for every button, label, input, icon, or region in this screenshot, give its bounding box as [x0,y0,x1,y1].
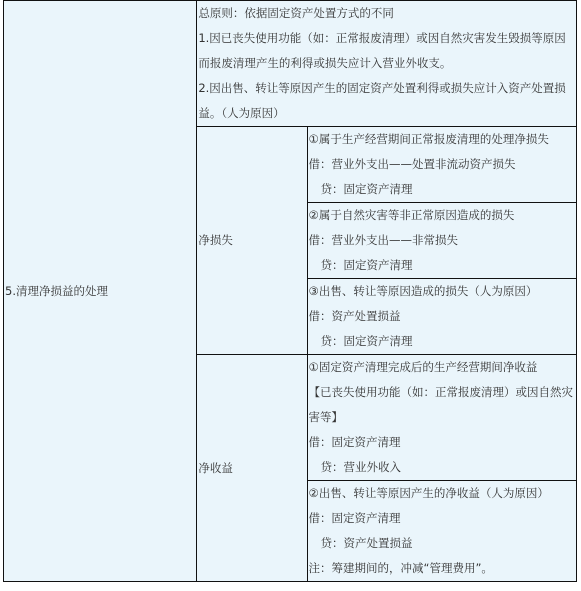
entry-title: ①属于生产经营期间正常报废清理的处理净损失 [308,132,549,146]
net-gain-label: 净收益 [198,460,233,475]
net-loss-label: 净损失 [198,233,233,247]
principle-line: 2.因出售、转让等原因产生的固定资产处置利得或损失应计入资产处置损益。（人为原因） [198,81,566,120]
net-loss-item-cell [307,279,576,355]
entry-credit: 贷：固定资产清理 [320,182,413,196]
net-gain-item-cell [307,481,576,582]
entry-debit: 借：固定资产清理 [308,511,401,525]
principle-line: 1.因已丧失使用功能（如：正常报废清理）或因自然灾害发生毁损等原因而报废清理产生的利得或损失应计入营业外收支。 [198,31,566,70]
entry-title: ①固定资产清理完成后的生产经营期间净收益 [308,360,538,374]
row-label-cell [4,1,197,582]
entry-credit: 贷：营业外收入 [320,460,402,474]
entry-remark: 注：筹建期间的，冲减“管理费用”。 [308,561,493,575]
entry-debit: 借：营业外支出——非常损失 [308,233,459,247]
net-loss-item-cell [307,203,576,279]
entry-debit: 借：资产处置损益 [308,309,401,323]
entry-title: ③出售、转让等原因造成的损失（人为原因） [308,284,538,298]
net-gain-label-cell [197,355,307,582]
entry-note: 【已丧失使用功能（如：正常报废清理）或因自然灾害等】 [308,385,574,424]
principle-row [4,1,577,127]
net-gain-item-cell [307,355,576,481]
entry-credit: 贷：资产处置损益 [320,536,413,550]
entry-debit: 借：营业外支出——处置非流动资产损失 [308,157,516,171]
net-loss-label-cell [197,127,307,355]
net-loss-item-cell [307,127,576,203]
entry-title: ②出售、转让等原因产生的净收益（人为原因） [308,486,549,500]
entry-credit: 贷：固定资产清理 [320,258,413,272]
principle-cell [197,1,577,127]
disposal-table [3,0,577,582]
entry-credit: 贷：固定资产清理 [320,334,413,348]
entry-debit: 借：固定资产清理 [308,435,401,449]
row-label: 5.清理净损益的处理 [5,283,108,298]
entry-title: ②属于自然灾害等非正常原因造成的损失 [308,208,515,222]
principle-line: 总原则：依据固定资产处置方式的不同 [198,6,394,20]
